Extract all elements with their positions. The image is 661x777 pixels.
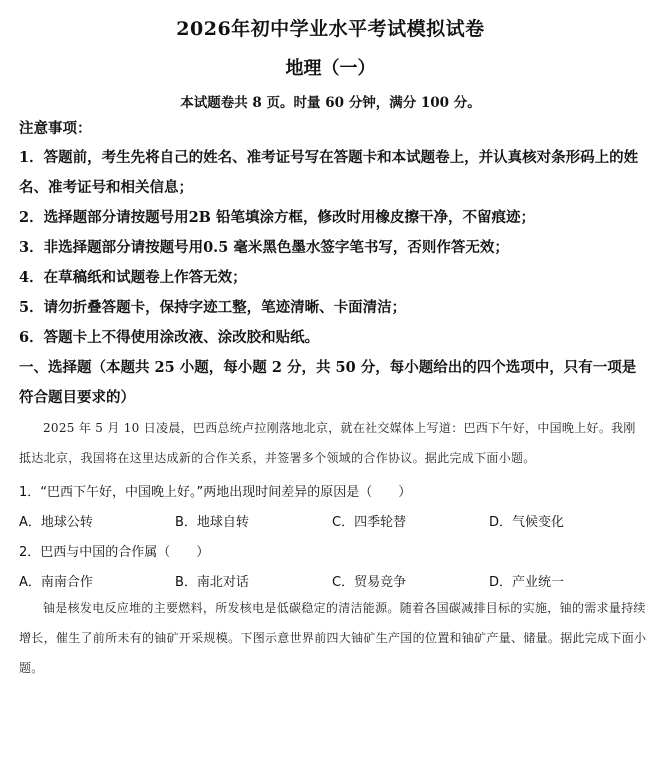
notice-item-3: 3．非选择题部分请按题号用0.5 毫米黑色墨水签字笔书写，否则作答无效；	[19, 239, 509, 256]
notice-item-5: 5．请勿折叠答题卡，保持字迹工整，笔迹清晰、卡面清洁；	[19, 299, 407, 316]
subject-title: 地理（一）	[285, 58, 376, 79]
passage-2: 铀是核发电反应堆的主要燃料，所发核电是低碳稳定的清洁能源。随着各国碳减排目标的实施，铀的需求量持续增长，催生了前所未有的铀矿开采规模。下图示意世界前四大铀矿生产国的位置和铀矿产量、储量。据此完成下面小题。	[19, 601, 647, 675]
q1-option-c[interactable]: C．四季轮替	[332, 515, 407, 530]
notice-item-1: 1．答题前，考生先将自己的姓名、准考证号写在答题卡和本试题卷上，并认真核对条形码上的姓名、准考证号和相关信息；	[19, 149, 639, 196]
exam-title: 2026年初中学业水平考试模拟试卷	[176, 18, 485, 40]
q2-option-a[interactable]: A．南南合作	[19, 575, 93, 590]
q1-option-b[interactable]: B．地球自转	[175, 515, 249, 530]
q1-option-a[interactable]: A．地球公转	[19, 515, 93, 530]
q2-option-b[interactable]: B．南北对话	[175, 575, 249, 590]
notice-item-2: 2．选择题部分请按题号用2B 铅笔填涂方框，修改时用橡皮擦干净，不留痕迹；	[19, 209, 535, 226]
q2-option-d[interactable]: D．产业统一	[489, 575, 565, 590]
passage-1: 2025 年 5 月 10 日凌晨，巴西总统卢拉刚落地北京，就在社交媒体上写道：巴西下午好，中国晚上好。我刚抵达北京，我国将在这里达成新的合作关系，并签署多个领域的合作协议。据此完成下面小题。	[19, 421, 636, 465]
q1-option-d[interactable]: D．气候变化	[489, 515, 565, 530]
question-2-stem: 2．巴西与中国的合作属（ ）	[19, 545, 210, 560]
exam-info: 本试题卷共 8 页。时量 60 分钟，满分 100 分。	[180, 95, 481, 111]
notice-item-6: 6．答题卡上不得使用涂改液、涂改胶和贴纸。	[19, 329, 320, 346]
notice-heading: 注意事项：	[19, 120, 92, 137]
section-heading: 一、选择题（本题共 25 小题，每小题 2 分，共 50 分，每小题给出的四个选项中，只有一项是符合题目要求的）	[19, 359, 637, 406]
question-1-stem: 1．“巴西下午好，中国晚上好。”两地出现时间差异的原因是（ ）	[19, 485, 412, 500]
notice-item-4: 4．在草稿纸和试题卷上作答无效；	[19, 269, 247, 286]
q2-option-c[interactable]: C．贸易竞争	[332, 575, 407, 590]
